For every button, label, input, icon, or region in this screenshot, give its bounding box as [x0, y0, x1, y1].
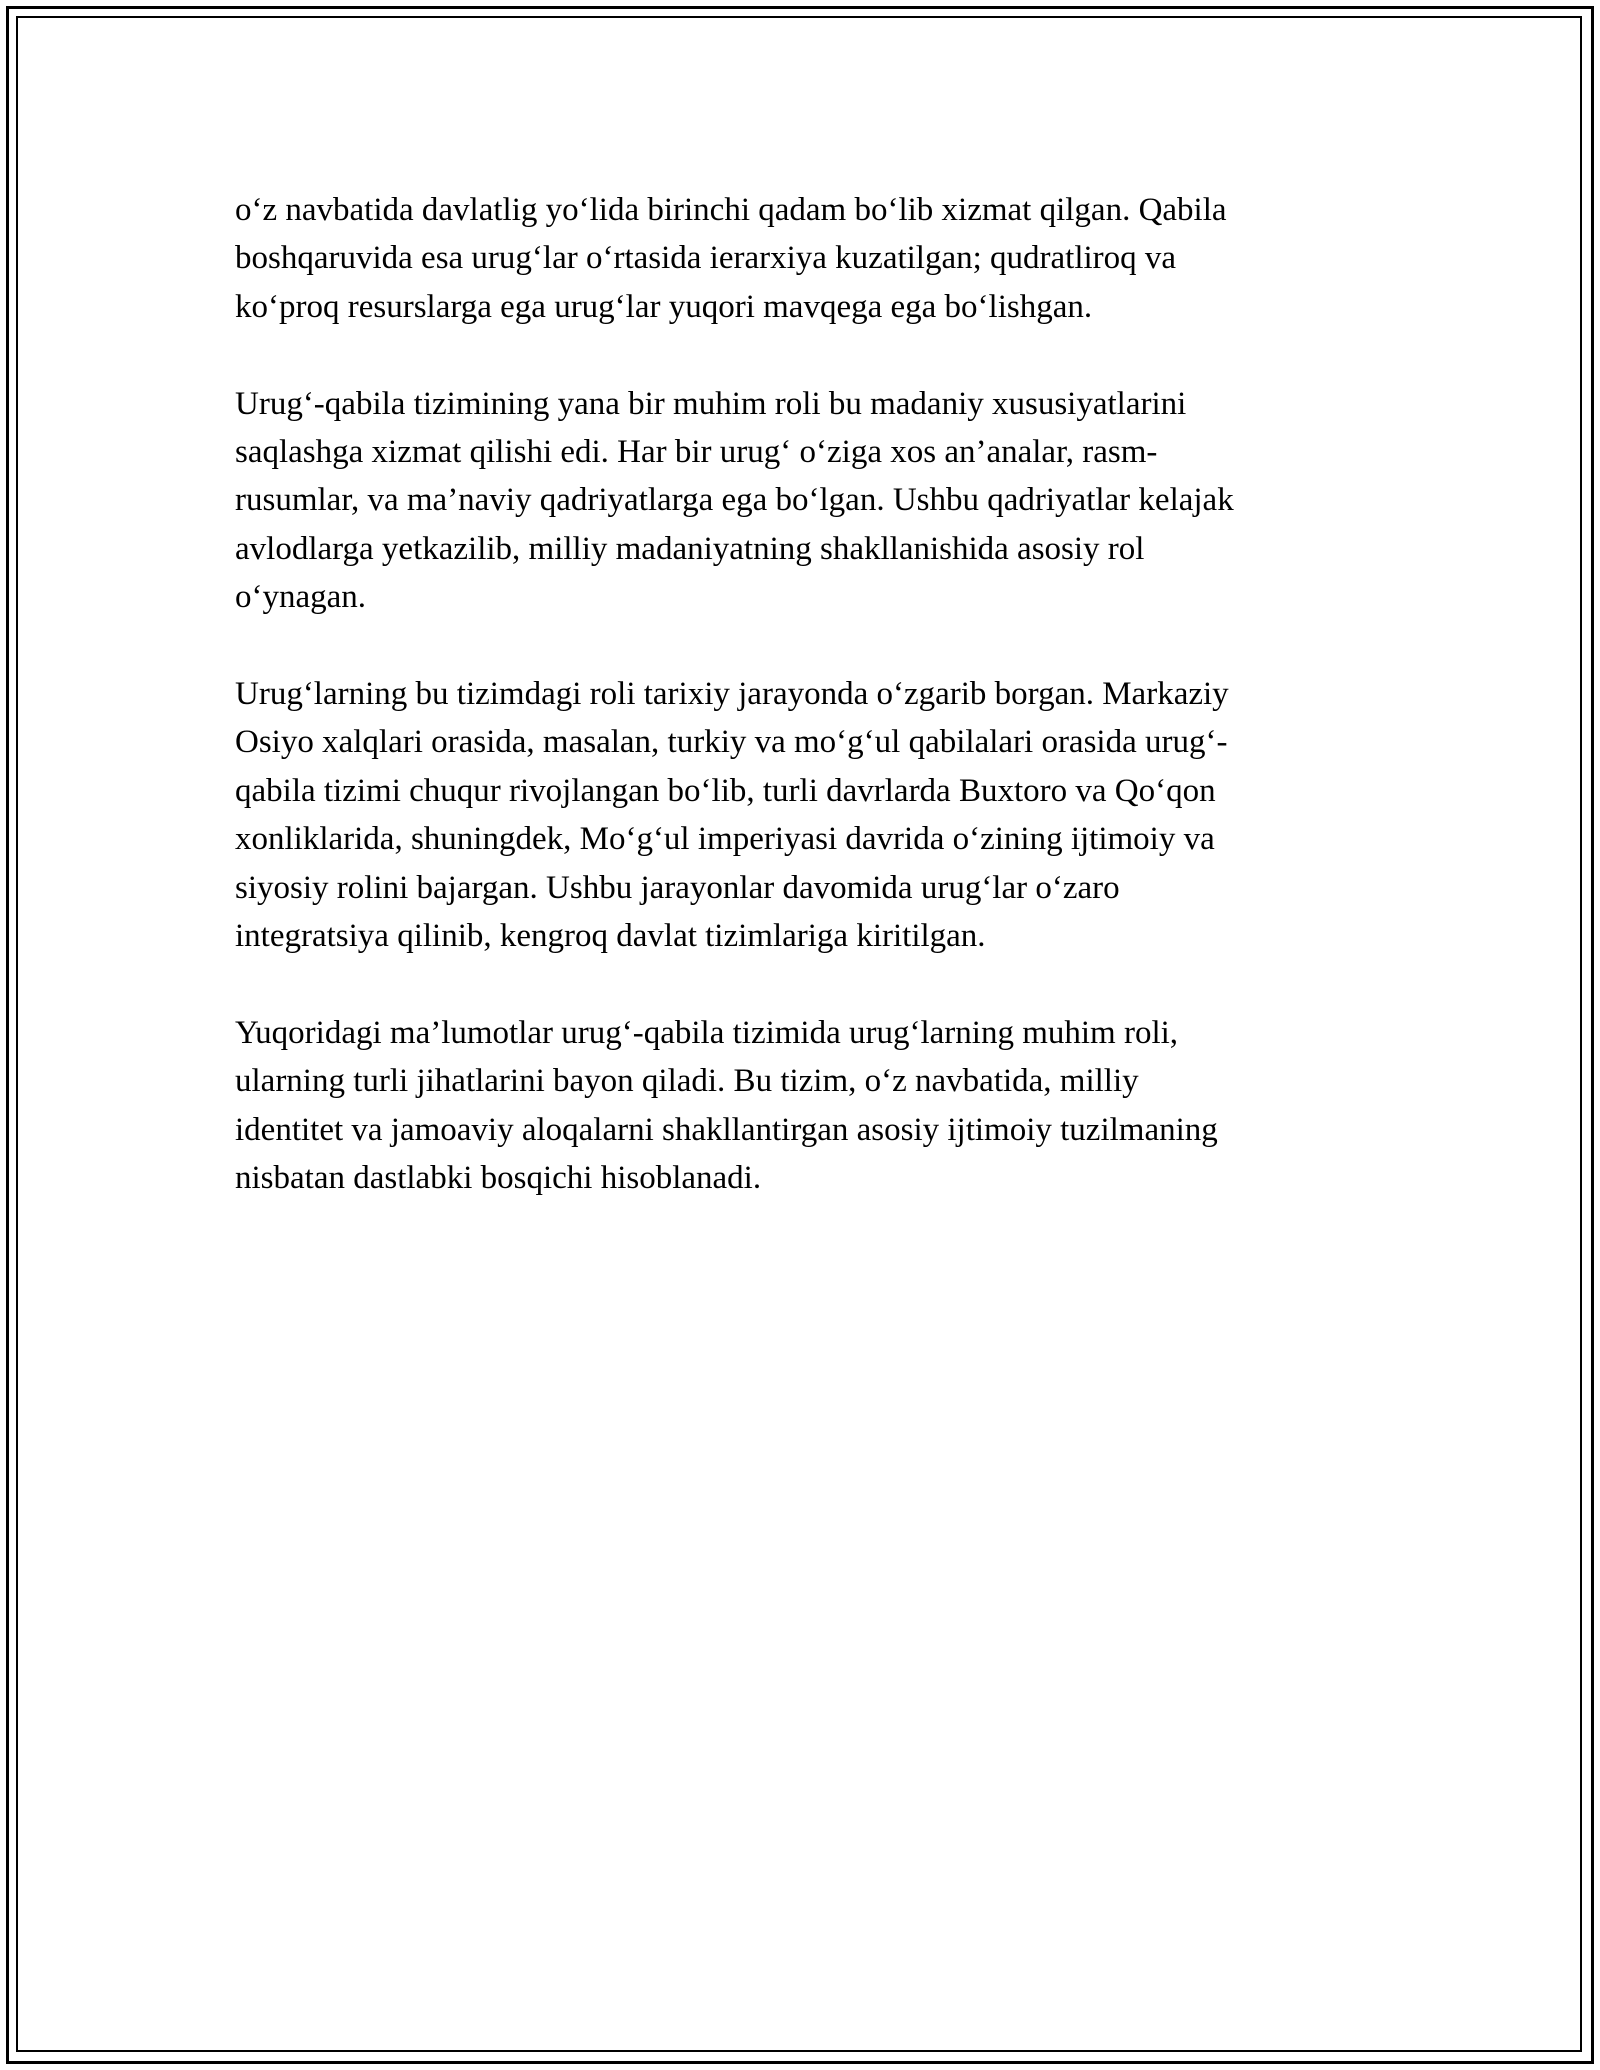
document-body [235, 186, 1365, 1251]
paragraph: Urug‘larning bu tizimdagi roli tarixiy jarayonda o‘zgarib borgan. Markaziy Osiyo xalqlari orasida, masalan, turkiy va mo‘g‘ul qabilalari orasida urug‘- qabila tizimi chuqur rivojlangan bo‘lib, turli davrlarda Buxtoro va Qo‘qon xonliklarida, shuningdek, Mo‘g‘ul imperiyasi davrida o‘zining ijtimoiy va siyosiy rolini bajargan. Ushbu jarayonlar davomida urug‘lar o‘zaro integratsiya qilinib, kengroq davlat tizimlariga kiritilgan. [235, 676, 1229, 955]
paragraph: o‘z navbatida davlatlig yo‘lida birinchi qadam bo‘lib xizmat qilgan. Qabila boshqaruvida esa urug‘lar o‘rtasida ierarxiya kuzatilgan; qudratliroq va ko‘proq resurslarga ega urug‘lar yuqori mavqega ega bo‘lishgan. [235, 192, 1227, 325]
paragraph: Yuqoridagi ma’lumotlar urug‘-qabila tizimida urug‘larning muhim roli, ularning turli jihatlarini bayon qiladi. Bu tizim, o‘z navbatida, milliy identitet va jamoaviy aloqalarni shakllantirgan asosiy ijtimoiy tuzilmaning nisbatan dastlabki bosqichi hisoblanadi. [235, 1014, 1218, 1197]
paragraph: Urug‘-qabila tizimining yana bir muhim roli bu madaniy xususiyatlarini saqlashga xizmat qilishi edi. Har bir urug‘ o‘ziga xos an’analar, rasm- rusumlar, va ma’naviy qadriyatlarga ega bo‘lgan. Ushbu qadriyatlar kelajak avlodlarga yetkazilib, milliy madaniyatning shakllanishida asosiy rol o‘ynagan. [235, 385, 1234, 616]
